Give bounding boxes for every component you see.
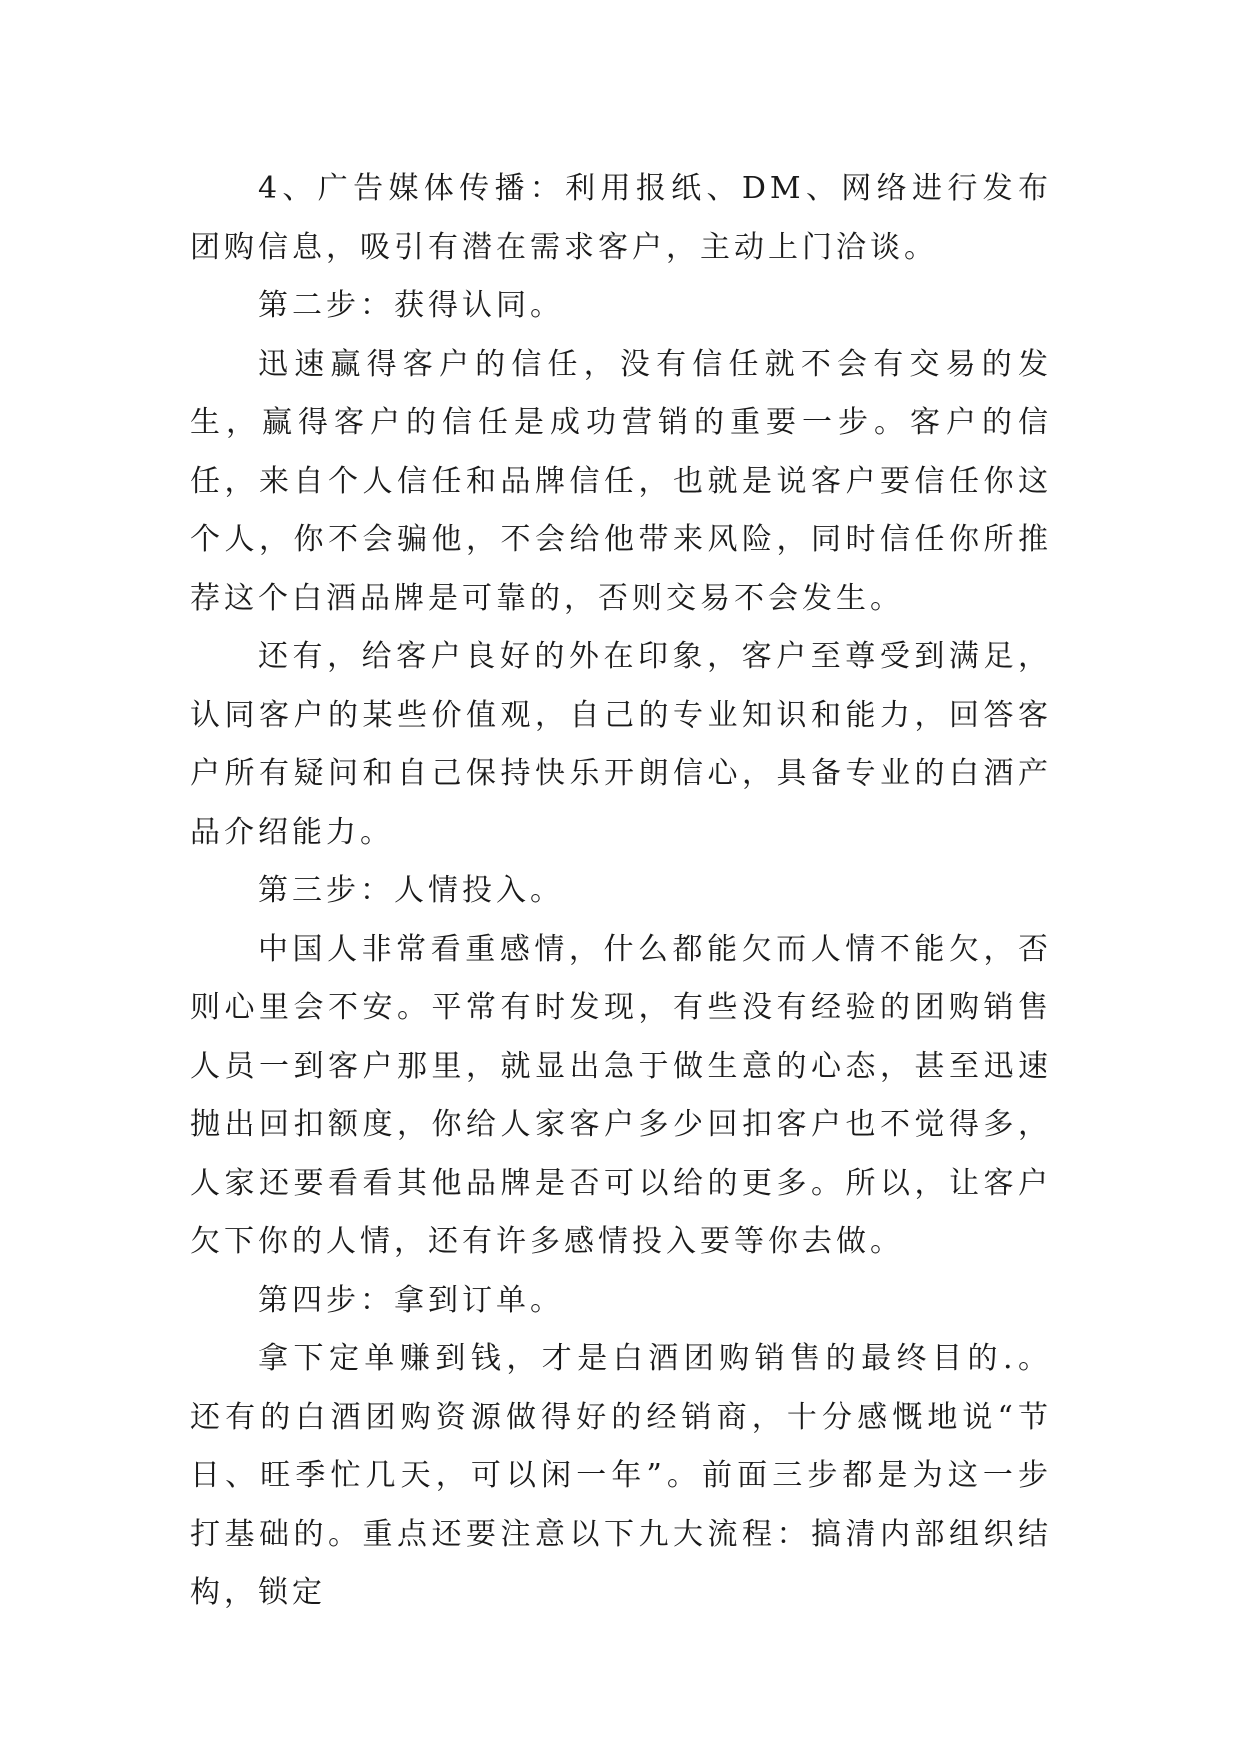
heading-step-four: 第四步：拿到订单。 (258, 1282, 564, 1318)
document-body (190, 160, 1052, 1623)
paragraph-media-promotion: 4、广告媒体传播：利用报纸、DM、网络进行发布团购信息，吸引有潜在需求客户，主动上门洽谈。 (190, 171, 1052, 265)
paragraph-impression: 还有，给客户良好的外在印象，客户至尊受到满足，认同客户的某些价值观，自己的专业知识和能力，回答客户所有疑问和自己保持快乐开朗信心，具备专业的白酒产品介绍能力。 (190, 639, 1052, 850)
heading-step-two: 第二步：获得认同。 (258, 288, 564, 323)
paragraph-relationship: 中国人非常看重感情，什么都能欠而人情不能欠，否则心里会不安。平常有时发现，有些没有经验的团购销售人员一到客户那里，就显出急于做生意的心态，甚至迅速抛出回扣额度，你给人家客户多少回扣客户也不觉得多，人家还要看看其他品牌是否可以给的更多。所以，让客户欠下你的人情，还有许多感情投入要等你去做。 (190, 931, 1052, 1259)
paragraph-trust: 迅速赢得客户的信任，没有信任就不会有交易的发生，赢得客户的信任是成功营销的重要一步。客户的信任，来自个人信任和品牌信任，也就是说客户要信任你这个人，你不会骗他，不会给他带来风险，同时信任你所推荐这个白酒品牌是可靠的，否则交易不会发生。 (190, 346, 1052, 616)
paragraph-order: 拿下定单赚到钱，才是白酒团购销售的最终目的.。还有的白酒团购资源做得好的经销商，十分感慨地说“节日、旺季忙几天，可以闲一年”。前面三步都是为这一步打基础的。重点还要注意以下九大流程：搞清内部组织结构，锁定 (190, 1341, 1052, 1610)
heading-step-three: 第三步：人情投入。 (258, 873, 564, 908)
